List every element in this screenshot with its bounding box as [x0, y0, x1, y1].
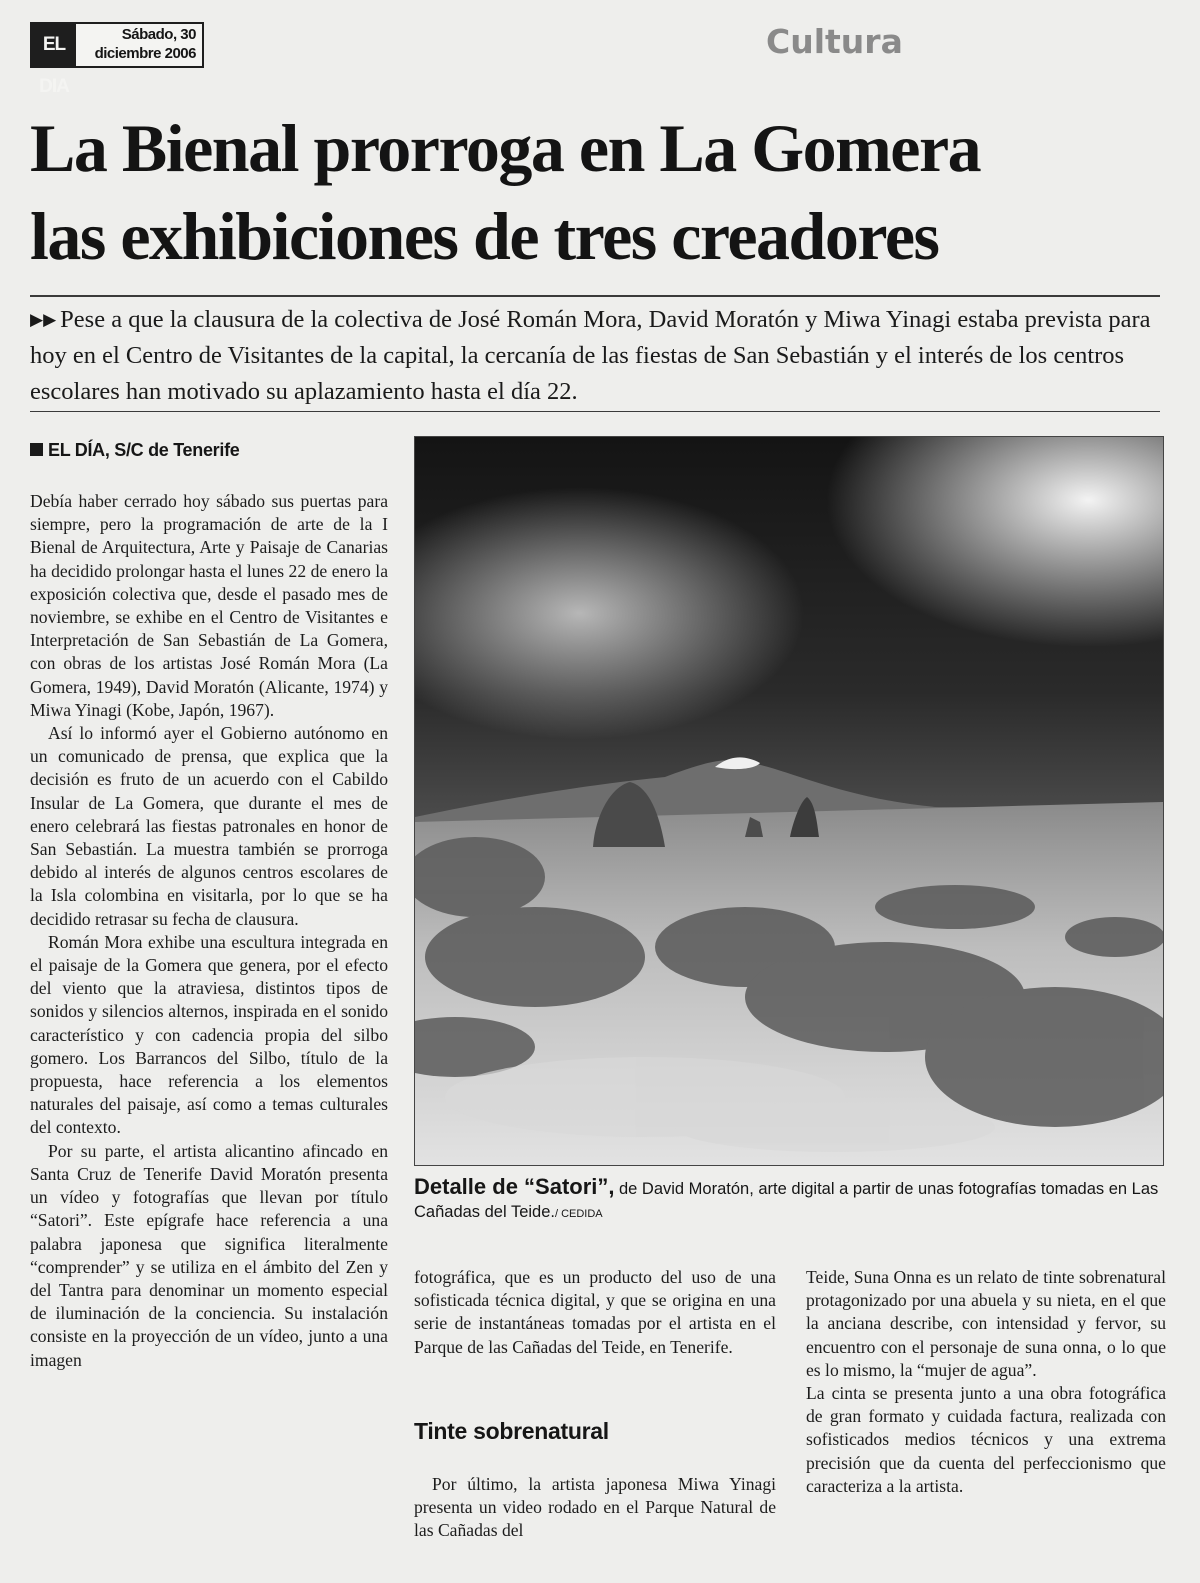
- article-column-2: [414, 1266, 776, 1359]
- body-paragraph: Román Mora exhibe una escultura integrada en el paisaje de la Gomera que genera, por el efecto del viento que la atraviesa, distintos tipos de sonidos y silencios alternos, inspirada en el sonido característico y con cadencia propia del silbo gomero. Los Barrancos del Silbo, título de la propuesta, hace referencia a los elementos naturales del paisaje, así como a temas culturales del contexto.: [30, 931, 388, 1138]
- headline-line-2: las exhibiciones de tres creadores: [30, 198, 939, 274]
- date-line-1: Sábado, 30: [121, 26, 196, 43]
- byline: [30, 440, 239, 461]
- lead-text: Pese a que la clausura de la colectiva de José Román Mora, David Moratón y Miwa Yinagi estaba prevista para hoy en el Centro de Visitantes de la capital, la cercanía de las fiestas de San Sebastián y el interés de los centros escolares han motivado su aplazamiento hasta el día 22.: [30, 306, 1151, 405]
- article-column-1: [30, 490, 388, 1372]
- masthead: [30, 22, 204, 97]
- landscape-photo-illustration: [415, 437, 1163, 1165]
- lead-top-rule: [30, 295, 1160, 297]
- body-paragraph: La cinta se presenta junto a una obra fotográfica de gran formato y cuidada factura, realizada con sofisticados medios técnicos y una extrema precisión que da cuenta del perfeccionismo que caracteriza a la artista.: [806, 1383, 1166, 1496]
- lead-paragraph: [30, 302, 1160, 410]
- headline: [30, 104, 1170, 280]
- article-column-2-continued: [414, 1473, 776, 1543]
- article-photo: [414, 436, 1164, 1166]
- newspaper-logo: EL DIA: [32, 24, 76, 66]
- caption-title: Detalle de “Satori”,: [414, 1174, 615, 1199]
- byline-text: EL DÍA, S/C de Tenerife: [48, 440, 240, 460]
- headline-line-1: La Bienal prorroga en La Gomera: [30, 110, 981, 186]
- square-bullet-icon: [30, 443, 43, 456]
- body-paragraph: Por último, la artista japonesa Miwa Yinagi presenta un video rodado en el Parque Natural de las Cañadas del: [414, 1474, 776, 1541]
- lead-bottom-rule: [30, 411, 1160, 412]
- body-paragraph: Así lo informó ayer el Gobierno autónomo en un comunicado de prensa, que explica que la decisión es fruto de un acuerdo con el Cabildo Insular de La Gomera, que durante el mes de enero celebrará las fiestas patronales en honor de San Sebastián. La muestra también se prorroga debido al interés de algunos centros escolares de la Isla colombina en visitarla, por lo que se ha decidido retrasar su fecha de clausura.: [30, 723, 388, 929]
- article-column-3: [806, 1266, 1166, 1498]
- body-paragraph: Por su parte, el artista alicantino afincado en Santa Cruz de Tenerife David Moratón presenta un vídeo y fotografías que llevan por título “Satori”. Este epígrafe hace referencia a una palabra japonesa que significa literalmente “comprender” y se utiliza en el ámbito del Zen y del Tantra para denominar un momento especial de iluminación de la conciencia. Su instalación consiste en la proyección de un vídeo, junto a una imagen: [30, 1140, 388, 1370]
- caption-text: de David Moratón, arte digital a partir de unas fotografías tomadas en Las Cañadas del Teide.: [414, 1180, 1159, 1221]
- date-line-2: diciembre 2006: [94, 45, 196, 62]
- body-paragraph: Teide, Suna Onna es un relato de tinte sobrenatural protagonizado por una abuela y su nieta, en el que la anciana describe, con intensidad y fervor, su encuentro con el personaje de suna onna, o lo que es lo mismo, la “mujer de agua”.: [806, 1267, 1166, 1380]
- subhead: Tinte sobrenatural: [414, 1418, 609, 1444]
- body-paragraph: fotográfica, que es un producto del uso de una sofisticada técnica digital, y que se origina en una serie de instantáneas tomadas por el artista en el Parque de las Cañadas del Teide, en Tenerife.: [414, 1267, 776, 1357]
- photo-caption: [414, 1176, 1164, 1225]
- double-arrow-icon: ▶▶: [30, 310, 57, 329]
- caption-credit: / CEDIDA: [554, 1208, 603, 1220]
- body-paragraph: Debía haber cerrado hoy sábado sus puertas para siempre, pero la programación de arte de la I Bienal de Arquitectura, Arte y Paisaje de Canarias ha decidido prolongar hasta el lunes 22 de enero la exposición colectiva que, desde el pasado mes de noviembre, se exhibe en el Centro de Visitantes e Interpretación de San Sebastián de La Gomera, con obras de los artistas José Román Mora (La Gomera, 1949), David Moratón (Alicante, 1974) y Miwa Yinagi (Kobe, Japón, 1967).: [30, 491, 388, 720]
- publication-date: [80, 25, 196, 63]
- section-label: Cultura: [766, 22, 903, 61]
